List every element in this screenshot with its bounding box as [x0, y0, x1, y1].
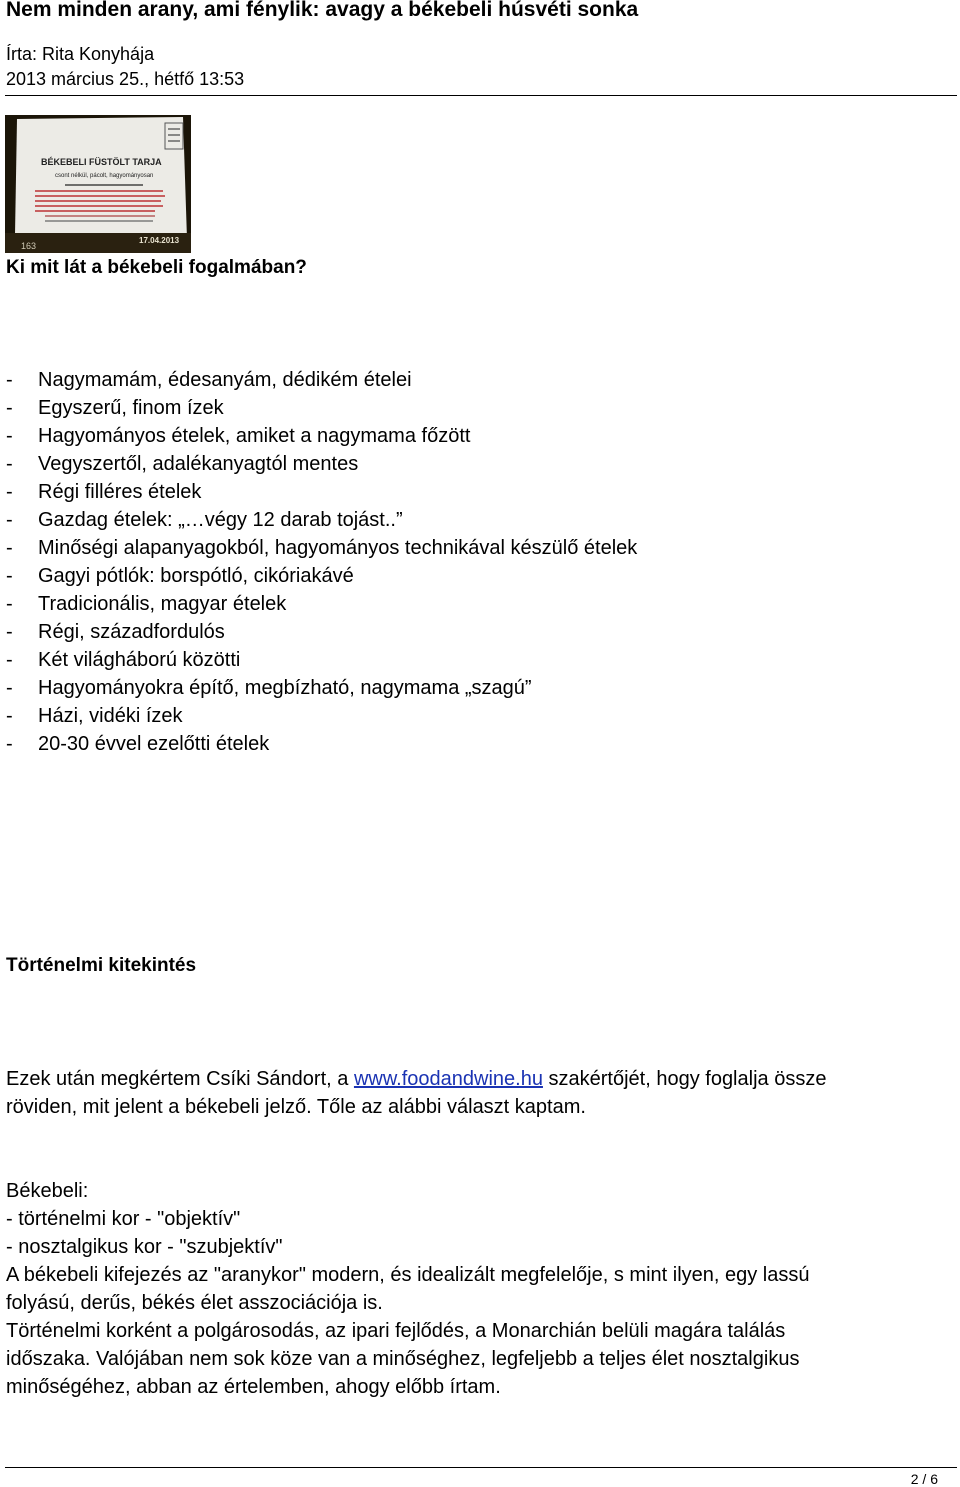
list-item: - Hagyományos ételek, amiket a nagymama főzött	[6, 425, 471, 447]
answer-line: Történelmi korként a polgárosodás, az ipari fejlődés, a Monarchián belüli magára találás	[6, 1320, 786, 1342]
foodandwine-link[interactable]: www.foodandwine.hu	[353, 1068, 543, 1090]
list-item: - Tradicionális, magyar ételek	[6, 593, 287, 615]
date-line: 2013 március 25., hétfő 13:53	[6, 69, 245, 89]
section-heading-history: Történelmi kitekintés	[6, 955, 197, 976]
answer-line: - történelmi kor - "objektív"	[6, 1208, 241, 1230]
list-item: - 20-30 évvel ezelőtti ételek	[6, 733, 270, 755]
ham-label-photo	[5, 115, 191, 253]
header-divider	[5, 95, 957, 96]
list-item: - Gazdag ételek: „…végy 12 darab tojást..”	[6, 509, 403, 531]
list-item: - Nagymamám, édesanyám, dédikém ételei	[6, 369, 412, 391]
intro-paragraph: Ezek után megkértem Csíki Sándort, a www.foodandwine.hu szakértőjét, hogy foglalja össze röviden, mit jelent a békebeli jelző. Tőle az alábbi választ kaptam.	[6, 1068, 827, 1118]
answer-line: A békebeli kifejezés az "aranykor" modern, és idealizált megfelelője, s mint ilyen, egy lassú	[6, 1264, 810, 1286]
photo-of-ham-label-icon	[5, 115, 191, 253]
list-item: - Régi filléres ételek	[6, 481, 202, 503]
label-sub-text: csont nélkül, pácolt, hagyományosan	[55, 173, 154, 179]
answer-line: minőségéhez, abban az értelemben, ahogy előbb írtam.	[6, 1376, 501, 1398]
label-title-text: BÉKEBELI FÜSTÖLT TARJA	[41, 157, 162, 167]
list-item: - Egyszerű, finom ízek	[6, 397, 224, 419]
page-number: 2 / 6	[910, 1471, 938, 1487]
answer-line: időszaka. Valójában nem sok köze van a minőséghez, legfeljebb a teljes élet nosztalgikus	[6, 1348, 800, 1370]
list-item: - Két világháború közötti	[6, 649, 241, 671]
expert-answer	[6, 1177, 950, 1401]
article-title: Nem minden arany, ami fénylik: avagy a békebeli húsvéti sonka	[6, 0, 639, 21]
section-heading-what-people-see: Ki mit lát a békebeli fogalmában?	[6, 257, 307, 278]
answer-line: Békebeli:	[6, 1180, 89, 1202]
list-item: - Vegyszertől, adalékanyagtól mentes	[6, 453, 359, 475]
list-item: - Minőségi alapanyagokból, hagyományos technikával készülő ételek	[6, 537, 638, 559]
footer-divider	[5, 1467, 957, 1468]
list-item: - Gagyi pótlók: borspótló, cikóriakávé	[6, 565, 354, 587]
list-item: - Házi, vidéki ízek	[6, 705, 183, 727]
author-line: Írta: Rita Konyhája	[6, 44, 155, 64]
list-item: - Hagyományokra építő, megbízható, nagymama „szagú”	[6, 677, 532, 699]
counter-text: 163	[21, 241, 37, 251]
associations-list	[6, 366, 637, 758]
date-stamp-text: 17.04.2013	[139, 236, 180, 245]
list-item: - Régi, századfordulós	[6, 621, 225, 643]
answer-line: folyású, derűs, békés élet asszociációja is.	[6, 1292, 383, 1314]
answer-line: - nosztalgikus kor - "szubjektív"	[6, 1236, 283, 1258]
